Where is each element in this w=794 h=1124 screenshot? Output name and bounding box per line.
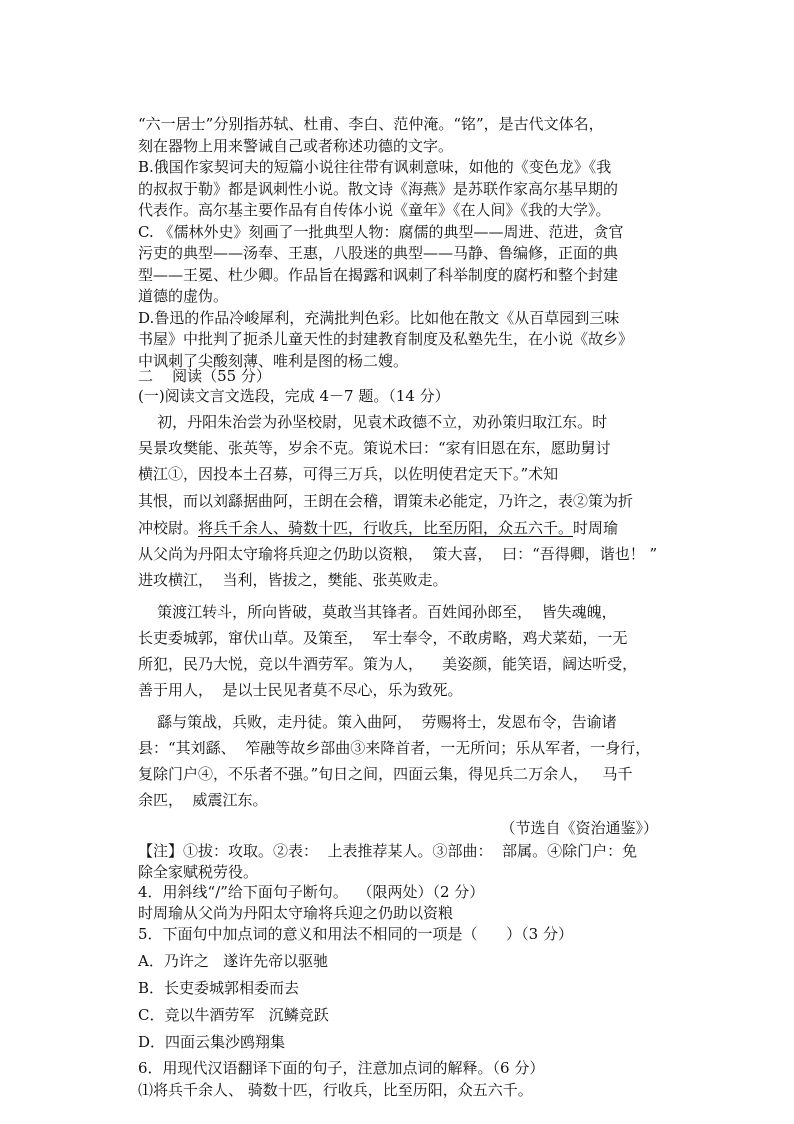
question-6: 6．用现代汉语翻译下面的句子，注意加点词的解释。（6 分） (138, 1059, 545, 1077)
notes-line: 除全家赋税劳役。 (138, 863, 259, 881)
question-6-item-1: ⑴将兵千余人、 骑数十匹，行收兵，比至历阳，众五六千。 (138, 1081, 533, 1099)
text-line: 的叔叔于勒》都是讽刺性小说。散文诗《海燕》是苏联作家高尔基早期的 (138, 180, 619, 198)
text-line: “六一居士”分别指苏轼、杜甫、李白、范仲淹。“铭”，是古代文体名， (138, 115, 604, 133)
underlined-sentence: 将兵千余人、骑数十匹，行收兵，比至历阳，众五六千。 (198, 519, 574, 537)
sub-heading: (一)阅读文言文选段，完成 4－7 题。（14 分） (138, 387, 450, 405)
question-5-option-b: B．长吏委城郭相委而去 (138, 979, 300, 997)
passage-line: 繇与策战，兵败，走丹徒。策入曲阿， 劳赐将士，发恩布令，告谕诸 (138, 713, 617, 731)
question-4: 4．用斜线“/”给下面句子断句。 （限两处）（2 分） (138, 883, 485, 901)
text-line: 中讽刺了尖酸刻薄、唯利是图的杨二嫂。 (138, 352, 409, 370)
question-5-option-d: D．四面云集沙鸥翔集 (138, 1033, 286, 1051)
passage-line: 策渡江转斗，所向皆破，莫敢当其锋者。百姓闻孙郎至， 皆失魂魄， (138, 603, 617, 621)
passage-line: 其恨，而以刘繇据曲阿，王朗在会稽，谓策未必能定，乃许之，表②策为折 (138, 492, 634, 510)
passage-line: 初，丹阳朱治尝为孙坚校尉，见袁术政德不立，劝孙策归取江东。时 (138, 413, 608, 431)
option-c-line: C. 《儒林外史》刻画了一批典型人物：腐儒的典型——周进、范进，贪官 (138, 223, 624, 241)
question-5-option-c: C．竞以牛酒劳军 沉鳞竞跃 (138, 1006, 329, 1024)
text-line: 代表作。高尔基主要作品有自传体小说《童年》《在人间》《我的大学》。 (138, 201, 611, 219)
notes-line: 【注】①拔：攻取。②表： 上表推荐某人。③部曲： 部属。④除门户：免 (138, 842, 638, 860)
option-d-line: D.鲁迅的作品冷峻犀利，充满批判色彩。比如他在散文《从百草园到三味 (138, 309, 620, 327)
passage-line: 吴景攻樊能、张英等，岁余不克。策说术曰：“家有旧恩在东，愿助舅讨 (138, 439, 611, 457)
passage-text: 冲校尉。 (138, 519, 199, 537)
passage-line: 所犯，民乃大悦，竞以牛酒劳军。策为人， 美姿颜，能笑语，阔达听受， (138, 655, 638, 673)
passage-text: 时周瑜 (573, 519, 619, 537)
text-line: 污吏的典型——汤奉、王惠，八股迷的典型——马静、鲁编修，正面的典 (138, 244, 619, 262)
text-line: 型——王冕、杜少卿。作品旨在揭露和讽刺了科举制度的腐朽和整个封建 (138, 266, 619, 284)
passage-line: 余匹， 威震江东。 (138, 791, 268, 809)
section-heading: 二 阅读（55 分） (138, 367, 271, 385)
question-5: 5．下面句中加点词的意义和用法不相同的一项是（ ）（3 分） (138, 925, 573, 943)
question-5-option-a: A．乃许之 遂许先帝以驱驰 (138, 952, 329, 970)
passage-line: 进攻横江， 当利，皆拔之，樊能、张英败走。 (138, 571, 448, 589)
passage-source: （节选自《资治通鉴》） (500, 819, 658, 837)
passage-line: 复除门户④，不乐者不强。”旬日之间，四面云集，得见兵二万余人， 马千 (138, 765, 633, 783)
passage-line: 善于用人， 是以士民见者莫不尽心，乐为致死。 (138, 681, 463, 699)
passage-line: 横江①，因投本土召募，可得三万兵，以佐明使君定天下。”术知 (138, 465, 559, 483)
passage-line: 长吏委城郭，窜伏山草。及策至， 军士奉令，不敢虏略，鸡犬菜茹，一无 (138, 629, 628, 647)
passage-line (138, 518, 618, 538)
text-line: 道德的虚伪。 (138, 287, 229, 305)
question-4-sentence: 时周瑜从父尚为丹阳太守瑜将兵迎之仍助以资粮 (138, 904, 454, 922)
text-line: 书屋》中批判了扼杀儿童天性的封建教育制度及私塾先生，在小说《故乡》 (138, 330, 634, 348)
text-line: 刻在器物上用来警诫自己或者称述功德的文字。 (138, 137, 454, 155)
option-b-line: B.俄国作家契诃夫的短篇小说往往带有讽刺意味，如他的《变色龙》《我 (138, 158, 612, 176)
passage-line: 从父尚为丹阳太守瑜将兵迎之仍助以资粮， 策大喜， 曰：“吾得卿，谐也！ ” (138, 545, 658, 563)
passage-line: 县：“其刘繇、 笮融等故乡部曲③来降首者，一无所问；乐从军者，一身行， (138, 739, 651, 757)
